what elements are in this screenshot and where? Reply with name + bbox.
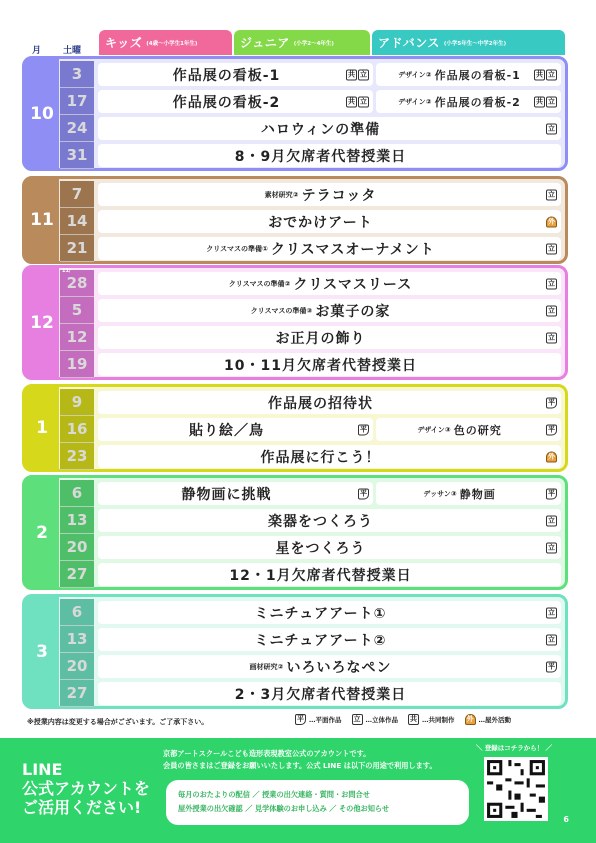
day-number: 7 [60, 181, 94, 208]
lesson-cell [376, 63, 561, 86]
lesson-cell [98, 63, 373, 86]
lesson-row [98, 418, 561, 441]
lesson-title: 8・9月欠席者代替授業日 [234, 148, 407, 165]
banner-desc-line: 会員の皆さまはご登録をお願いいたします。公式 LINE は以下の用途で利用します。 [163, 761, 437, 770]
lesson-title: クリスマスオーナメント [270, 241, 435, 258]
month-block-1 [22, 384, 568, 472]
month-number: 3 [25, 597, 59, 706]
legend-label: …屋外活動 [478, 716, 511, 724]
lesson-row [98, 509, 561, 532]
lesson-cell [376, 482, 561, 505]
work-type-icons [546, 451, 557, 462]
day-number: 27 [60, 680, 94, 707]
work-type-icons [546, 189, 557, 200]
outdoor-activity-icon: 外 [548, 217, 555, 225]
day-number: 21 [60, 235, 94, 262]
lesson-category: デッサン③ [423, 489, 457, 498]
flat-work-icon: 平 [360, 425, 367, 433]
work-type-icons [358, 488, 369, 499]
course-tab-junior [234, 30, 370, 55]
lesson-cell [98, 299, 561, 322]
lesson-cell [98, 272, 561, 295]
lesson-cell [98, 509, 561, 532]
flat-work-icon: 平 [548, 398, 555, 406]
lesson-title: 作品展の看板-2 [434, 95, 521, 109]
day-number: 13 [60, 626, 94, 653]
work-type-icons [346, 69, 369, 80]
month-column-label: 月 [32, 46, 42, 56]
solid-work-icon: 立 [548, 70, 555, 78]
lesson-row [98, 90, 561, 113]
lesson-title: 貼り絵／鳥 [189, 422, 264, 439]
course-tab-advance [372, 30, 565, 55]
outdoor-activity-icon: 外 [466, 715, 474, 723]
lesson-title: 色の研究 [453, 423, 502, 437]
day-number: 20 [60, 653, 94, 680]
lesson-cell [98, 482, 373, 505]
joint-work-icon: 共 [536, 70, 543, 78]
lesson-row [98, 63, 561, 86]
lesson-row [98, 563, 561, 586]
course-name: アドバンス [378, 36, 440, 50]
solid-work-icon: 立 [548, 244, 555, 252]
lesson-title: お正月の飾り [275, 330, 366, 347]
lesson-cell [98, 445, 561, 468]
lesson-title: いろいろなペン [286, 659, 392, 676]
lesson-category: クリスマスの準備① [206, 244, 268, 253]
month-block-2 [22, 475, 568, 590]
lesson-cell [98, 90, 373, 113]
course-name: キッズ [105, 36, 143, 50]
lesson-cell [98, 210, 561, 233]
icon-legend [295, 714, 511, 725]
flat-work-icon: 平 [548, 489, 555, 497]
solid-work-icon: 立 [548, 279, 555, 287]
day-number: 5 [60, 297, 94, 324]
lesson-title: お菓子の家 [315, 303, 391, 320]
lesson-category: デザイン② [398, 70, 432, 79]
solid-work-icon: 立 [548, 190, 555, 198]
lesson-cell [376, 90, 561, 113]
day-number: 19 [60, 351, 94, 378]
lesson-title: 作品展に行こう！ [260, 449, 381, 466]
lesson-cell [98, 563, 561, 586]
lesson-row [98, 682, 561, 705]
lesson-cell [98, 682, 561, 705]
lesson-cell [98, 237, 561, 260]
work-type-icons [546, 607, 557, 618]
banner-title-line: ご活用ください! [22, 798, 142, 817]
course-tab-kids [99, 30, 232, 55]
solid-work-icon: 立 [548, 635, 555, 643]
month-block-10 [22, 56, 568, 171]
lesson-title: 作品展の招待状 [268, 395, 373, 412]
day-number: 23 [60, 443, 94, 470]
solid-work-icon: 立 [360, 97, 367, 105]
month-block-3 [22, 594, 568, 709]
lesson-category: クリスマスの準備② [228, 279, 291, 288]
lesson-cell [98, 326, 561, 349]
month-number: 1 [25, 387, 59, 469]
day-number: 3 [60, 61, 94, 88]
course-age: (4歳〜小学生1年生) [146, 40, 198, 47]
lesson-row [98, 117, 561, 140]
work-type-icons [358, 424, 369, 435]
lesson-cell [376, 418, 561, 441]
banner-title [22, 760, 150, 817]
month-block-11 [22, 176, 568, 264]
solid-work-icon: 立 [548, 306, 555, 314]
month-block-12 [22, 265, 568, 380]
outdoor-activity-icon: 外 [548, 452, 555, 460]
weekday-column-label: 土曜 [63, 46, 82, 56]
solid-work-icon: 立 [353, 715, 361, 723]
day-number: 28 [60, 270, 94, 297]
legend-label: …立体作品 [365, 716, 398, 724]
work-type-icons [346, 96, 369, 107]
lesson-title: 作品展の看板-2 [172, 94, 281, 111]
legend-joint [408, 714, 455, 725]
flat-work-icon: 平 [548, 425, 555, 433]
day-number: 12 [60, 324, 94, 351]
course-age: (小学5年生〜中学2年生) [443, 40, 507, 47]
lesson-title: ハロウィンの準備 [260, 121, 381, 138]
banner-description [163, 748, 437, 772]
solid-work-icon: 立 [548, 97, 555, 105]
flat-work-icon: 平 [360, 489, 367, 497]
joint-work-icon: 共 [348, 70, 355, 78]
lesson-title: 12・1月欠席者代替授業日 [229, 567, 412, 584]
lesson-cell [98, 183, 561, 206]
work-type-icons [546, 488, 557, 499]
lesson-title: 静物画に挑戦 [181, 486, 272, 503]
lesson-cell [98, 536, 561, 559]
lesson-row [98, 272, 561, 295]
joint-work-icon: 共 [348, 97, 355, 105]
lesson-row [98, 237, 561, 260]
lesson-title: 静物画 [459, 487, 496, 501]
lesson-row [98, 299, 561, 322]
lesson-row [98, 445, 561, 468]
work-type-icons [546, 424, 557, 435]
uses-line: 屋外授業の出欠確認 ／ 見学体験のお申し込み ／ その他お知らせ [178, 804, 390, 813]
flat-work-icon: 平 [297, 715, 304, 723]
previous-month-marker: 11/ [62, 268, 71, 274]
day-number: 27 [60, 561, 94, 588]
work-type-icons [546, 278, 557, 289]
lesson-row [98, 353, 561, 376]
line-banner [0, 738, 596, 843]
work-type-icons [546, 515, 557, 526]
lesson-title: 作品展の看板-1 [172, 67, 281, 84]
work-type-icons [546, 661, 557, 672]
lesson-title: 楽器をつくろう [268, 513, 373, 530]
joint-work-icon: 共 [536, 97, 543, 105]
banner-title-line: 公式アカウントを [22, 779, 150, 798]
day-number: 14 [60, 208, 94, 235]
line-uses-box [166, 780, 469, 825]
qr-code-icon[interactable] [484, 757, 548, 821]
lesson-title: ミニチュアアート② [254, 632, 387, 649]
lesson-title: テラコッタ [301, 187, 377, 204]
lesson-title: おでかけアート [268, 214, 373, 231]
lesson-cell [98, 391, 561, 414]
page-number: 6 [563, 815, 569, 824]
day-number: 17 [60, 88, 94, 115]
work-type-icons [546, 216, 557, 227]
work-type-icons [546, 332, 557, 343]
day-number: 20 [60, 534, 94, 561]
legend-solid [352, 714, 399, 725]
lesson-cell [98, 655, 561, 678]
day-number: 9 [60, 389, 94, 416]
uses-line: 毎月のおたよりの配信 ／ 授業の出欠連絡・質問・お問合せ [178, 790, 370, 799]
work-type-icons [534, 96, 557, 107]
work-type-icons [546, 542, 557, 553]
solid-work-icon: 立 [548, 516, 555, 524]
lesson-title: 2・3月欠席者代替授業日 [234, 686, 407, 703]
work-type-icons [546, 397, 557, 408]
lesson-row [98, 482, 561, 505]
lesson-row [98, 628, 561, 651]
lesson-title: 星をつくろう [275, 540, 366, 557]
solid-work-icon: 立 [548, 124, 555, 132]
solid-work-icon: 立 [548, 543, 555, 551]
lesson-cell [98, 418, 373, 441]
lesson-row [98, 144, 561, 167]
lesson-row [98, 326, 561, 349]
month-number: 12 [25, 268, 59, 377]
change-notice: ※授業内容は変更する場合がございます。ご了承下さい。 [27, 718, 209, 726]
day-number: 13 [60, 507, 94, 534]
banner-desc-line: 京都アートスクールこども造形表現教室公式のアカウントです。 [163, 749, 371, 758]
day-number: 31 [60, 142, 94, 169]
lesson-category: 画材研究② [249, 662, 284, 671]
day-number: 6 [60, 599, 94, 626]
day-number: 24 [60, 115, 94, 142]
lesson-row [98, 655, 561, 678]
course-name: ジュニア [240, 36, 290, 50]
lesson-cell [98, 353, 561, 376]
legend-label: …平面作品 [309, 716, 342, 724]
month-number: 11 [25, 179, 59, 261]
lesson-row [98, 601, 561, 624]
lesson-title: 10・11月欠席者代替授業日 [224, 357, 417, 374]
lesson-category: デザイン② [398, 97, 432, 106]
lesson-row [98, 183, 561, 206]
day-number: 16 [60, 416, 94, 443]
lesson-row [98, 536, 561, 559]
work-type-icons [546, 305, 557, 316]
lesson-row [98, 210, 561, 233]
lesson-cell [98, 117, 561, 140]
lesson-category: デザイン③ [417, 425, 451, 434]
day-number: 6 [60, 480, 94, 507]
solid-work-icon: 立 [360, 70, 367, 78]
work-type-icons [546, 634, 557, 645]
lesson-cell [98, 601, 561, 624]
lesson-title: 作品展の看板-1 [434, 68, 521, 82]
legend-outdoor [465, 714, 512, 725]
lesson-category: クリスマスの準備③ [250, 306, 313, 315]
solid-work-icon: 立 [548, 608, 555, 616]
month-number: 10 [25, 59, 59, 168]
work-type-icons [546, 243, 557, 254]
lesson-row [98, 391, 561, 414]
work-type-icons [546, 123, 557, 134]
lesson-cell [98, 144, 561, 167]
banner-title-line: LINE [22, 760, 63, 779]
lesson-title: クリスマスリース [293, 276, 413, 293]
work-type-icons [534, 69, 557, 80]
solid-work-icon: 立 [548, 333, 555, 341]
flat-work-icon: 平 [548, 662, 555, 670]
qr-caption: ＼ 登録はコチラから！ ／ [476, 744, 553, 752]
course-age: (小学2〜4年生) [293, 40, 334, 47]
lesson-cell [98, 628, 561, 651]
legend-flat [295, 714, 342, 725]
lesson-title: ミニチュアアート① [254, 605, 387, 622]
month-number: 2 [25, 478, 59, 587]
joint-work-icon: 共 [410, 715, 417, 723]
lesson-category: 素材研究② [264, 190, 299, 199]
legend-label: …共同制作 [422, 716, 455, 724]
